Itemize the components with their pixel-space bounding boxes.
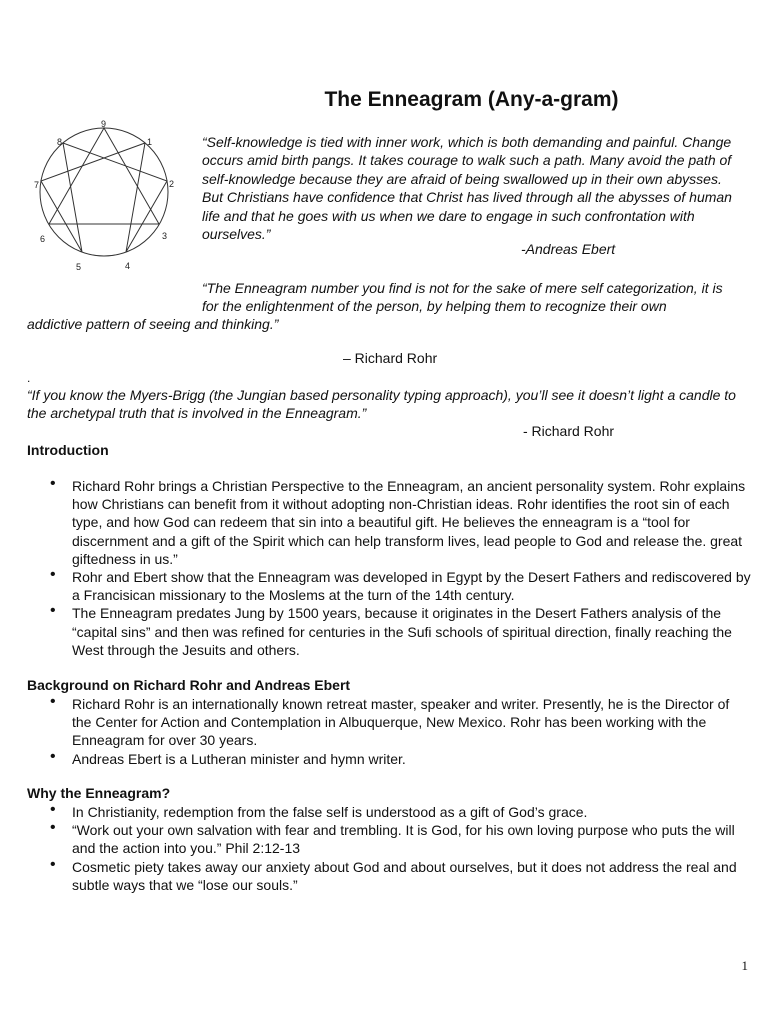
point-3: 3 [162,231,168,241]
page-title: The Enneagram (Any-a-gram) [324,88,619,111]
list-item: • Andreas Ebert is a Lutheran minister and hymn writer. [72,750,752,768]
heading-why: Why the Enneagram? [27,785,171,801]
why-list [72,803,752,894]
quote-ebert-attribution: -Andreas Ebert [521,241,616,257]
point-4: 4 [125,261,131,271]
point-1: 1 [147,137,153,147]
point-7: 7 [34,180,40,190]
heading-introduction: Introduction [27,442,109,458]
quote-rohr-2: “If you know the Myers-Brigg (the Jungian based personality typing approach), you’ll see it doesn’t light a candle to the archetypal truth that is involved in the Enneagram.” [27,387,736,422]
quote-rohr-1-top: “The Enneagram number you find is not for the sake of mere self categorization, it is for the enlightenment of the person, by helping them to recognize their own [202,280,723,315]
quote-rohr-1-bottom: addictive pattern of seeing and thinking.” [27,316,279,332]
list-item: • “Work out your own salvation with fear and trembling. It is God, for his own loving purpose who puts the will and the action into you.” Phil 2:12-13 [72,821,752,857]
quote-rohr-2-attribution: - Richard Rohr [523,423,615,439]
point-8: 8 [57,137,63,147]
intro-list [72,477,752,659]
list-item: • In Christianity, redemption from the false self is understood as a gift of God’s grace. [72,803,752,821]
point-9: 9 [101,119,107,129]
list-item: • Cosmetic piety takes away our anxiety about God and about ourselves, but it does not address the real and subtle ways that we “lose our souls.” [72,858,752,894]
heading-background: Background on Richard Rohr and Andreas Ebert [27,677,351,693]
list-item: • Richard Rohr brings a Christian Perspective to the Enneagram, an ancient personality system. Rohr explains how Christians can benefit from it without adopting non-Christian ideas. Rohr identifies the root sin of each type, and how God can redeem that sin into a beautiful gift. He believes the enneagram is a “tool for discernment and a gift of the Spirit which can help transform lives, lead people to God and release the. great giftedness in us.” [72,477,752,568]
background-list [72,695,752,768]
enneagram-diagram [30,118,180,276]
list-item: • Rohr and Ebert show that the Enneagram was developed in Egypt by the Desert Fathers and rediscovered by a Francisican missionary to the Moslems at the turn of the 14th century. [72,568,752,604]
stray-period: . [27,371,31,385]
page-number: 1 [741,958,748,973]
list-item: • Richard Rohr is an internationally known retreat master, speaker and writer. Presently, he is the Director of the Center for Action and Contemplation in Albuquerque, New Mexico. Rohr has been working with the Enneagram for over 30 years. [72,695,752,750]
point-6: 6 [40,234,46,244]
enneagram-figure [40,128,168,256]
quote-rohr-1-attribution: – Richard Rohr [343,350,438,366]
point-5: 5 [76,262,82,272]
list-item: • The Enneagram predates Jung by 1500 years, because it originates in the Desert Fathers analysis of the “capital sins” and then was refined for centuries in the Sufi schools of spiritual direction, finally reaching the West through the Jesuits and others. [72,604,752,659]
quote-ebert: “Self-knowledge is tied with inner work, which is both demanding and painful. Change occurs amid birth pangs. It takes courage to walk such a path. Many avoid the path of self-knowledge because they are afraid of being swallowed up in their own abysses. But Christians have confidence that Christ has lived through all the abysses of human life and that he goes with us when we dare to engage in such confrontation with ourselves.” [202,134,732,243]
point-2: 2 [169,179,175,189]
